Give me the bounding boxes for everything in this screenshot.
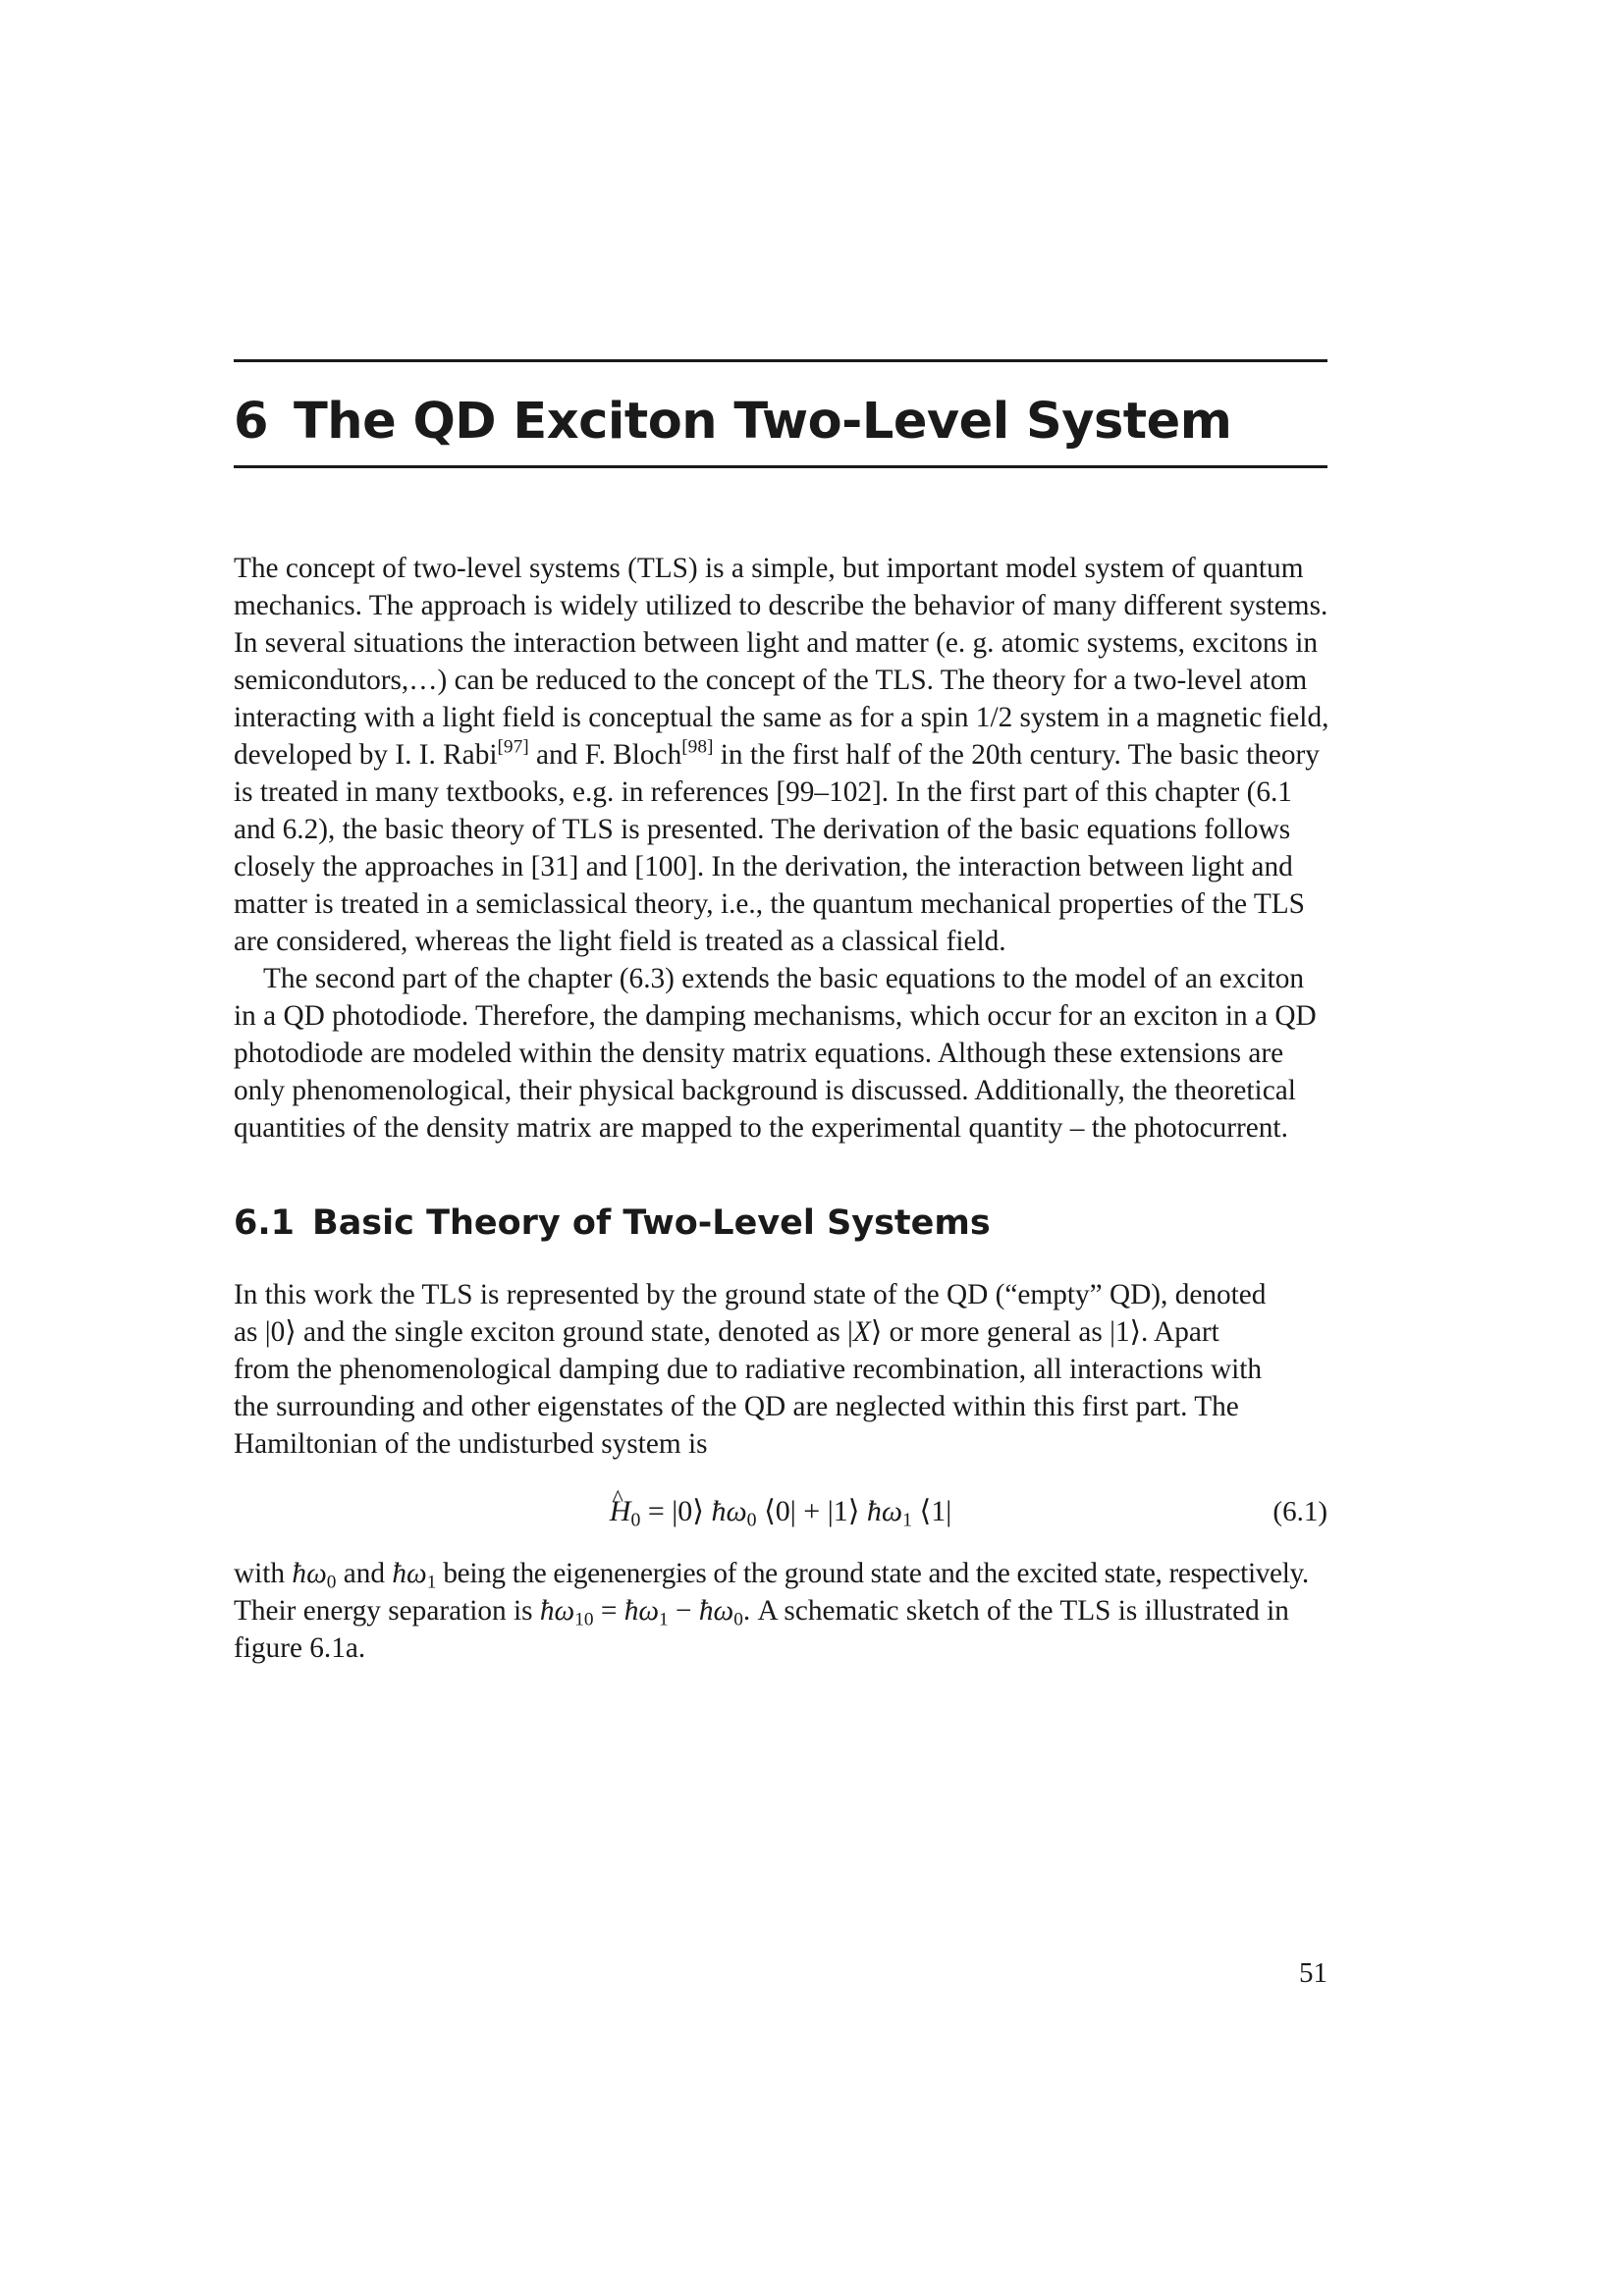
math-symbol: ħω: [866, 1495, 903, 1527]
text-line: in a QD photodiode. Therefore, the damping mechanisms, which occur for an exciton in a QD: [234, 1000, 1317, 1032]
text-fragment: being the eigenenergies of the ground state and the excited state, respectively.: [436, 1558, 1309, 1589]
math-subscript: 1: [659, 1609, 669, 1630]
text-line: developed by I. I. Rabi: [234, 739, 498, 771]
text-line: The concept of two-level systems (TLS) is a simple, but important model system of quantum: [234, 553, 1304, 584]
text-line: photodiode are modeled within the density matrix equations. Although these extensions are: [234, 1038, 1284, 1069]
section-number: 6.1: [234, 1203, 296, 1243]
math-subscript: 1: [426, 1572, 437, 1593]
math-subscript: 0: [630, 1509, 641, 1531]
intro-paragraph-2: [234, 960, 1327, 1147]
math-symbol: X: [852, 1316, 871, 1348]
chapter-title-text: The QD Exciton Two-Level System: [294, 393, 1232, 451]
text-line: figure 6.1a.: [234, 1632, 366, 1664]
math-fragment: ⟨0| + |1⟩: [756, 1495, 867, 1527]
citation-ref: [97]: [497, 736, 529, 758]
math-subscript: 0: [746, 1509, 757, 1531]
text-fragment: and: [336, 1558, 393, 1589]
text-line: semicondutors,…) can be reduced to the concept of the TLS. The theory for a two-level atom: [234, 665, 1308, 696]
text-line: is treated in many textbooks, e.g. in references [99–102]. In the first part of this chapter (6.1: [234, 776, 1292, 808]
chapter-bottom-rule: [234, 465, 1327, 468]
math-subscript: 0: [326, 1572, 337, 1593]
text-line: Hamiltonian of the undisturbed system is: [234, 1428, 708, 1460]
section-title: Basic Theory of Two-Level Systems: [312, 1203, 991, 1243]
text-line: from the phenomenological damping due to radiative recombination, all interactions with: [234, 1354, 1263, 1385]
text-line: In several situations the interaction between light and matter (e. g. atomic systems, excitons in: [234, 627, 1319, 659]
citation-ref: [98]: [681, 736, 714, 758]
math-symbol: ħω: [711, 1495, 747, 1527]
hamiltonian-symbol: ^ H: [610, 1490, 631, 1533]
text-line: quantities of the density matrix are mapped to the experimental quantity – the photocurrent.: [234, 1112, 1288, 1144]
intro-text: [234, 550, 1327, 1147]
section-text-continued: [234, 1555, 1327, 1667]
text-fragment: −: [668, 1595, 699, 1627]
math-subscript: 10: [574, 1609, 594, 1630]
text-line: closely the approaches in [31] and [100]. In the derivation, the interaction between light and: [234, 851, 1293, 882]
text-line: interacting with a light field is conceptual the same as for a spin 1/2 system in a magnetic field,: [234, 702, 1329, 733]
text-line: only phenomenological, their physical background is discussed. Additionally, the theoretical: [234, 1075, 1296, 1106]
equation-number: (6.1): [1272, 1496, 1327, 1527]
text-fragment: Their energy separation is: [234, 1595, 540, 1627]
text-line: as |0⟩ and the single exciton ground state, denoted as |: [234, 1316, 853, 1348]
equation-6-1: [234, 1490, 1327, 1533]
text-fragment: . A schematic sketch of the TLS is illustrated in: [742, 1595, 1289, 1627]
math-subscript: 1: [902, 1509, 912, 1531]
text-line: mechanics. The approach is widely utilized to describe the behavior of many different systems.: [234, 590, 1328, 621]
text-fragment: =: [593, 1595, 624, 1627]
text-line: The second part of the chapter (6.3) extends the basic equations to the model of an exciton: [263, 963, 1305, 994]
text-fragment: in the first half of the 20th century. The basic theory: [713, 739, 1320, 771]
text-line: matter is treated in a semiclassical theory, i.e., the quantum mechanical properties of the TLS: [234, 888, 1305, 920]
text-line: In this work the TLS is represented by the ground state of the QD (“empty” QD), denoted: [234, 1279, 1267, 1310]
section-paragraph-2: [234, 1555, 1327, 1667]
equation-expression: [234, 1490, 1327, 1533]
section-paragraph-1: [234, 1276, 1327, 1463]
page-number: 51: [1299, 1957, 1327, 1989]
intro-paragraph-1: [234, 550, 1327, 960]
text-line: and 6.2), the basic theory of TLS is presented. The derivation of the basic equations follows: [234, 814, 1291, 845]
math-symbol: ħω: [292, 1558, 327, 1589]
text-line: are considered, whereas the light field is treated as a classical field.: [234, 926, 1006, 957]
section-text: [234, 1276, 1327, 1463]
math-symbol: ħω: [539, 1595, 575, 1627]
text-line: the surrounding and other eigenstates of the QD are neglected within this first part. The: [234, 1391, 1239, 1422]
text-fragment: with: [234, 1558, 293, 1589]
text-fragment: ⟩ or more general as |1⟩. Apart: [870, 1316, 1219, 1348]
math-symbol: ħω: [392, 1558, 427, 1589]
chapter-title: [234, 387, 1327, 457]
math-fragment: ⟨1|: [911, 1495, 952, 1527]
chapter-top-rule: [234, 359, 1327, 362]
text-fragment: and F. Bloch: [528, 739, 682, 771]
math-subscript: 0: [733, 1609, 743, 1630]
chapter-number: 6: [234, 393, 268, 451]
math-fragment: = |0⟩: [640, 1495, 712, 1527]
math-symbol: ħω: [698, 1595, 734, 1627]
math-symbol: ħω: [623, 1595, 660, 1627]
section-heading: [234, 1200, 991, 1247]
